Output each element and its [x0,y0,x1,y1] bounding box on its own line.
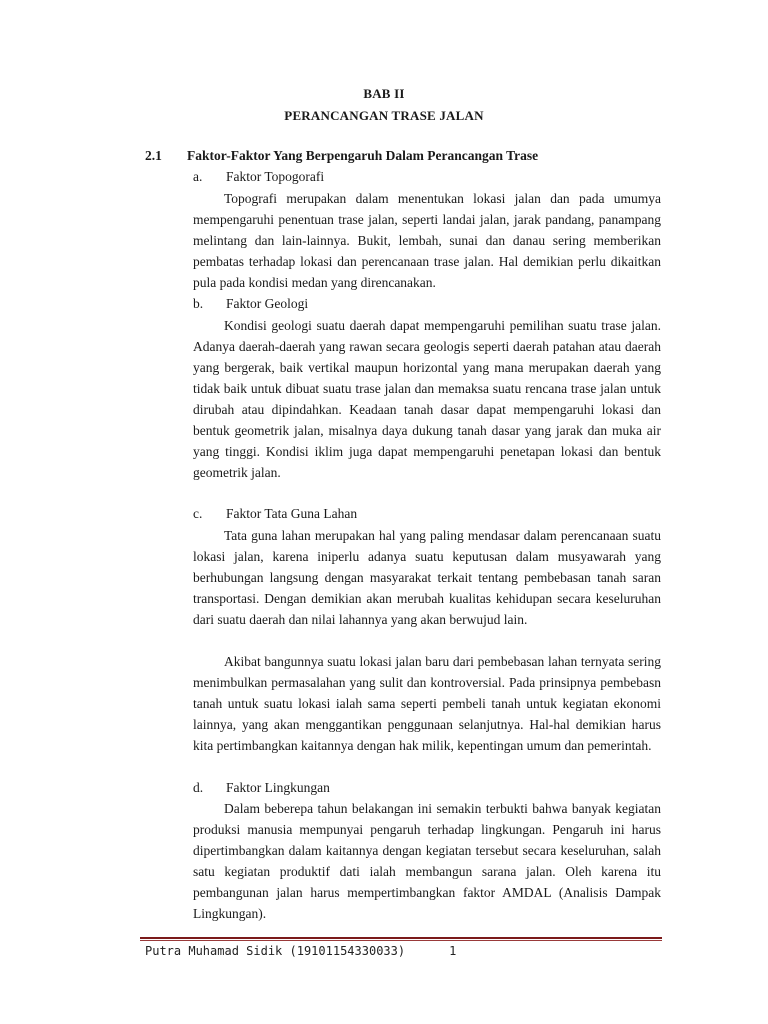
page-number: 1 [449,944,457,958]
subsection-title: Faktor Tata Guna Lahan [226,506,358,521]
page-footer [145,944,456,958]
subsection-heading-c [193,506,357,522]
chapter-label: BAB II [363,86,405,101]
paragraph-topografi: Topografi merupakan dalam menentukan lokasi jalan dan pada umumya mempengaruhi penentuan trase jalan, seperti landai jalan, jarak pandang, panampang melintang dan lain-lainnya. Bukit, lembah, sunai dan danau sering memberikan pembatas terhadap lokasi dan perencanaan trase jalan. Hal demikian perlu dikaitkan pula pada kondisi medan yang direncanakan. [193,191,661,290]
paragraph-geologi: Kondisi geologi suatu daerah dapat mempengaruhi pemilihan suatu trase jalan. Adanya daerah-daerah yang rawan secara geologis seperti daerah patahan atau daerah yang bergerak, baik vertikal maupun horizontal yang mana merupakan daerah yang tidak baik untuk dibuat suatu trase jalan dan memaksa suatu rencana trase jalan untuk dirubah atau dipindahkan. Keadaan tanah dasar dapat mempengaruhi lokasi dan bentuk geometrik jalan, misalnya daya dukung tanah dasar yang jarak dan muka air yang tinggi. Kondisi iklim juga dapat mempengaruhi penetapan lokasi dan bentuk geometrik jalan. [193,318,661,480]
section-title: Faktor-Faktor Yang Berpengaruh Dalam Perancangan Trase [187,148,539,163]
section-number: 2.1 [145,148,162,163]
subsection-letter: b. [193,296,204,311]
footer-author: Putra Muhamad Sidik (19101154330033) [145,944,406,958]
paragraph-tata-guna-lahan-1: Tata guna lahan merupakan hal yang paling mendasar dalam perencanaan suatu lokasi jalan, karena iniperlu adanya suatu keputusan dalam musyawarah yang berhubungan langsung dengan masyarakat terkait tentang pembebasan tanah saran transportasi. Dengan demikian akan merubah kualitas kehidupan secara keseluruhan dari suatu daerah dan nilai lahannya yang akan berwujud lain. [193,528,661,627]
subsection-heading-a [193,169,324,185]
footer-rule [140,937,662,939]
subsection-letter: a. [193,169,203,184]
subsection-heading-d [193,780,330,796]
subsection-title: Faktor Geologi [226,296,309,311]
section-heading [145,148,538,164]
paragraph-tata-guna-lahan-2: Akibat bangunnya suatu lokasi jalan baru dari pembebasan lahan ternyata sering menimbulkan permasalahan yang sulit dan kontroversial. Pada prinsipnya pembebasn tanah untuk suatu lokasi ialah sama seperti pembeli tanah untuk kegiatan ekonomi lainnya, yang akan menggantikan penggunaan selanjutnya. Hal-hal demikian harus kita pertimbangkan kaitannya dengan hak milik, kepentingan umum dan pemerintah. [193,654,661,753]
subsection-heading-b [193,296,308,312]
paragraph-lingkungan: Dalam beberepa tahun belakangan ini semakin terbukti bahwa banyak kegiatan produksi manusia mempunyai pengaruh terhadap lingkungan. Pengaruh ini harus dipertimbangkan dalam kaitannya dengan kegiatan tersebut secara keseluruhan, salah satu kegiatan produktif dati ialah membangun sarana jalan. Oleh karena itu pembangunan jalan harus mempertimbangkan faktor AMDAL (Analisis Dampak Lingkungan). [193,801,661,921]
subsection-title: Faktor Lingkungan [226,780,330,795]
subsection-letter: d. [193,780,204,795]
subsection-letter: c. [193,506,203,521]
subsection-title: Faktor Topogorafi [226,169,325,184]
footer-rule-thin [140,940,662,941]
chapter-title: PERANCANGAN TRASE JALAN [284,108,484,123]
